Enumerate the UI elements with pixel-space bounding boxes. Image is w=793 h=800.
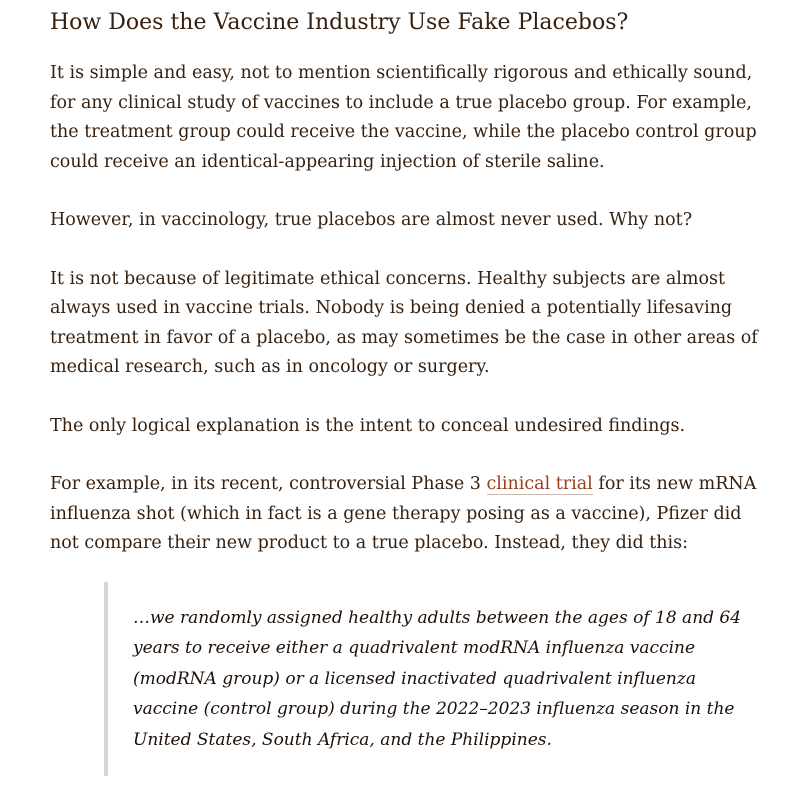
paragraph-text-after-link: for its new mRNA influenza shot (which in fact is a gene therapy posing as a vaccine), Pfizer did not compare their new product to a true placebo. Instead, they did this: (50, 474, 757, 553)
blockquote-text: …we randomly assigned healthy adults between the ages of 18 and 64 years to receive either a quadrivalent modRNA influenza vaccine (modRNA group) or a licensed inactivated quadrivalent influenza vaccine (control group) during the 2022–2023 influenza season in the United States, South Africa, and the Philippines. (133, 608, 742, 750)
paragraph-why-not: However, in vaccinology, true placebos are almost never used. Why not? (50, 210, 693, 230)
paragraph-pfizer-example (50, 470, 775, 559)
paragraph-placebo-group: It is simple and easy, not to mention scientifically rigorous and ethically sound, for any clinical study of vaccines to include a true placebo group. For example, the treatment group could receive the vaccine, while the placebo control group could receive an identical-appearing injection of sterile saline. (50, 63, 757, 172)
paragraph-ethical-concerns: It is not because of legitimate ethical concerns. Healthy subjects are almost always used in vaccine trials. Nobody is being denied a potentially lifesaving treatment in favor of a placebo, as may sometimes be the case in other areas of medical research, such as in oncology or surgery. (50, 268, 758, 377)
paragraph-logical-explanation: The only logical explanation is the intent to conceal undesired findings. (50, 415, 686, 436)
clinical-trial-link[interactable]: clinical trial (486, 474, 593, 494)
paragraph-text-before-link: For example, in its recent, controversial Phase 3 (50, 474, 487, 494)
article-body (50, 0, 775, 559)
blockquote (104, 582, 744, 776)
section-heading: How Does the Vaccine Industry Use Fake Placebos? (50, 10, 629, 35)
